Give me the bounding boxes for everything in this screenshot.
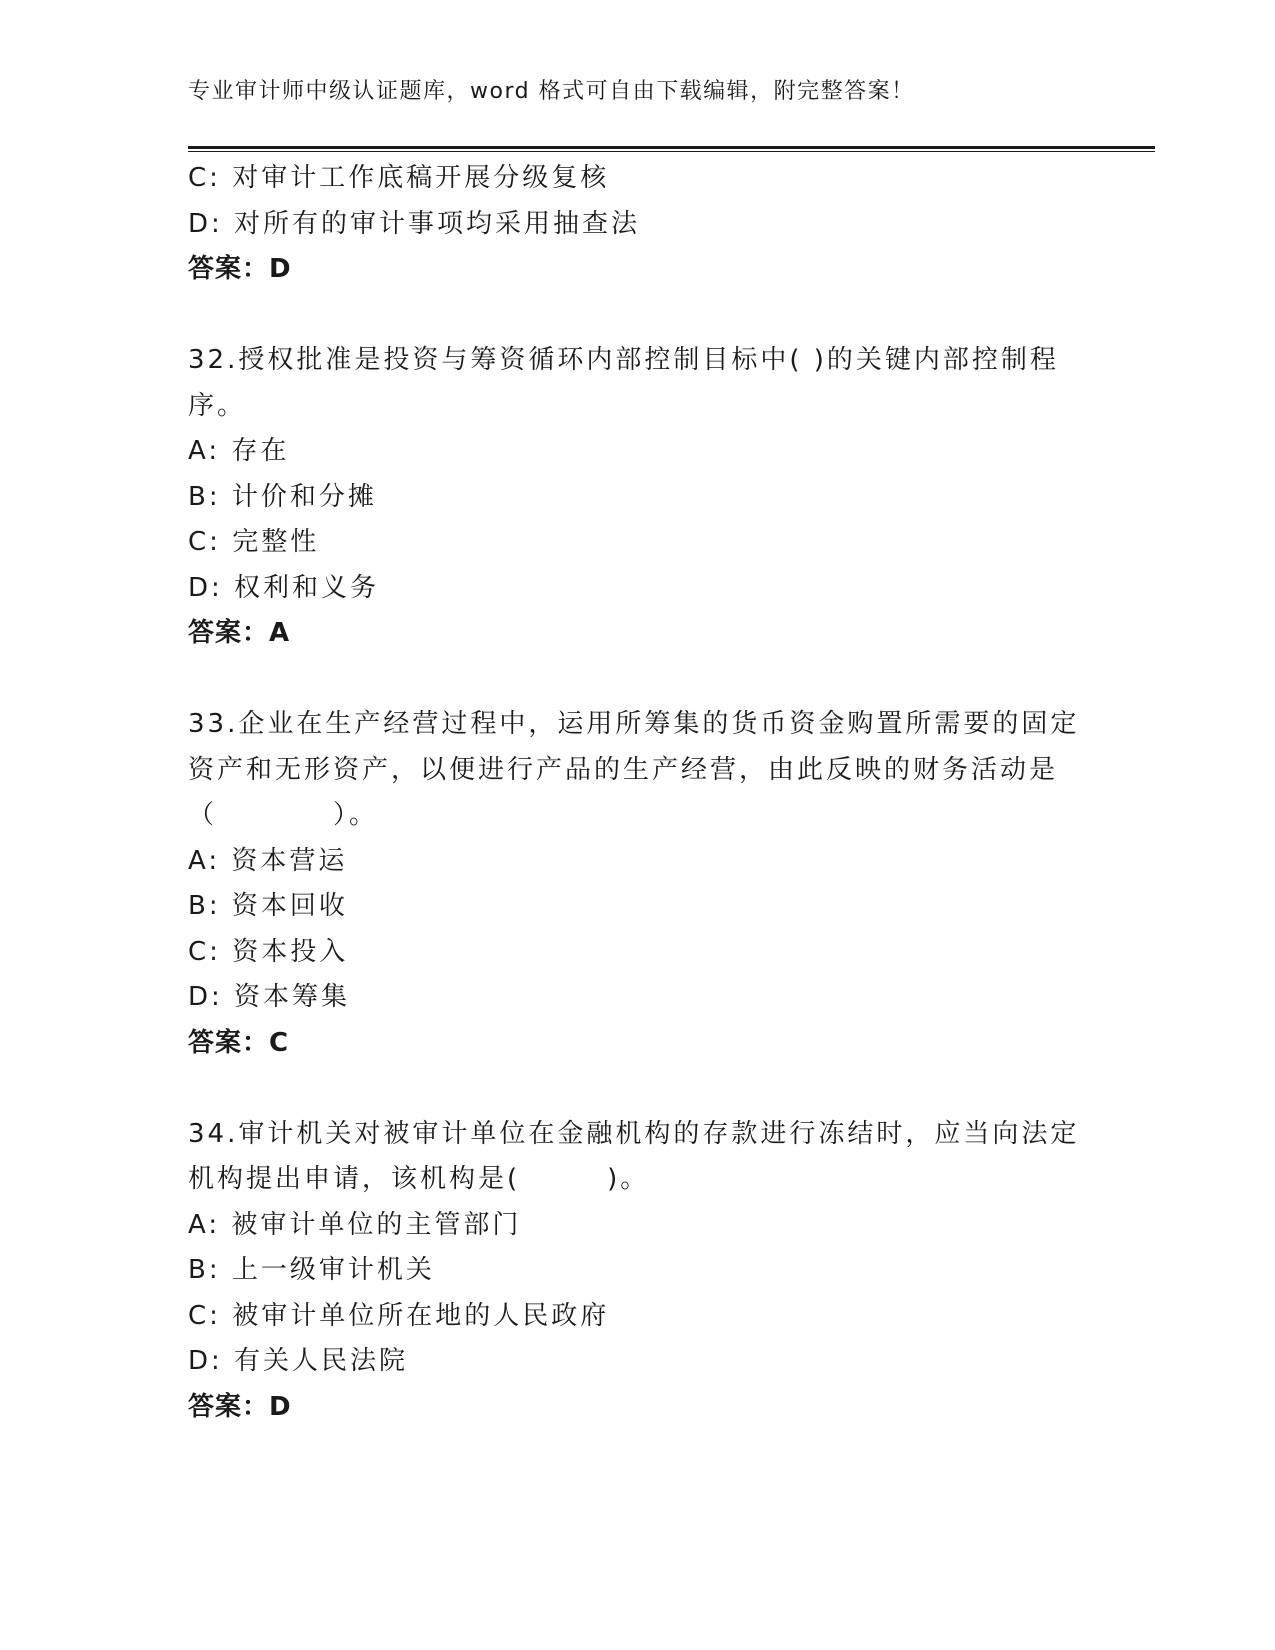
option-label: B: (188, 1255, 221, 1285)
option-text: 完整性 (232, 527, 320, 557)
option-text: 权利和义务 (234, 572, 380, 603)
option-a (188, 1203, 1088, 1249)
spacer (188, 657, 1088, 703)
option-d (188, 566, 1088, 612)
question-stem: 34.审计机关对被审计单位在金融机构的存款进行冻结时，应当向法定 (188, 1118, 1080, 1149)
question-content (188, 156, 1088, 1430)
option-text: 对审计工作底稿开展分级复核 (232, 163, 610, 193)
answer-line: 答案：D (188, 1391, 292, 1422)
option-label: C: (188, 936, 221, 967)
option-label: D: (188, 208, 223, 239)
option-label: A: (188, 1209, 221, 1240)
option-d (188, 975, 1088, 1021)
option-text: 资本回收 (231, 891, 348, 921)
question-stem: 资产和无形资产，以便进行产品的生产经营，由此反映的财务活动是 (188, 754, 1059, 785)
option-text: 资本投入 (232, 936, 349, 967)
option-label: B: (188, 481, 221, 512)
spacer (188, 293, 1088, 339)
answer-line: 答案：C (188, 1027, 290, 1058)
question-stem: （ ）。 (188, 800, 379, 830)
option-a (188, 429, 1088, 475)
header-rule-thick (188, 146, 1155, 149)
option-text: 被审计单位所在地的人民政府 (232, 1300, 610, 1331)
option-a (188, 839, 1088, 885)
option-b (188, 1248, 1088, 1294)
page-header: 专业审计师中级认证题库，word 格式可自由下载编辑，附完整答案！ (188, 79, 915, 104)
option-label: D: (188, 572, 223, 603)
option-text: 计价和分摊 (231, 481, 377, 512)
spacer (188, 1066, 1088, 1112)
option-text: 对所有的审计事项均采用抽查法 (234, 208, 641, 239)
option-text: 资本筹集 (234, 982, 351, 1012)
question-stem: 33.企业在生产经营过程中，运用所筹集的货币资金购置所需要的固定 (188, 709, 1080, 739)
question-stem: 32.授权批准是投资与筹资循环内部控制目标中( )的关键内部控制程 (188, 345, 1059, 375)
option-text: 存在 (231, 436, 290, 466)
option-text: 资本营运 (231, 845, 348, 876)
answer-line: 答案：A (188, 618, 291, 648)
question-stem: 序。 (188, 390, 247, 421)
option-c (188, 520, 1088, 566)
option-text: 上一级审计机关 (231, 1255, 435, 1285)
option-text: 有关人民法院 (234, 1346, 409, 1376)
option-label: A: (188, 845, 221, 876)
option-text: 被审计单位的主管部门 (231, 1209, 522, 1240)
option-d (188, 1339, 1088, 1385)
option-b (188, 475, 1088, 521)
option-label: D: (188, 1346, 223, 1376)
option-label: D: (188, 982, 223, 1012)
option-c (188, 1294, 1088, 1340)
option-label: C: (188, 163, 221, 193)
option-b (188, 884, 1088, 930)
option-c (188, 930, 1088, 976)
option-label: C: (188, 527, 221, 557)
option-label: A: (188, 436, 221, 466)
header-rule-thin (188, 151, 1155, 152)
option-d (188, 202, 1088, 248)
option-c (188, 156, 1088, 202)
answer-line: 答案：D (188, 254, 292, 284)
option-label: B: (188, 891, 221, 921)
option-label: C: (188, 1300, 221, 1331)
question-stem: 机构提出申请，该机构是( )。 (188, 1164, 650, 1194)
